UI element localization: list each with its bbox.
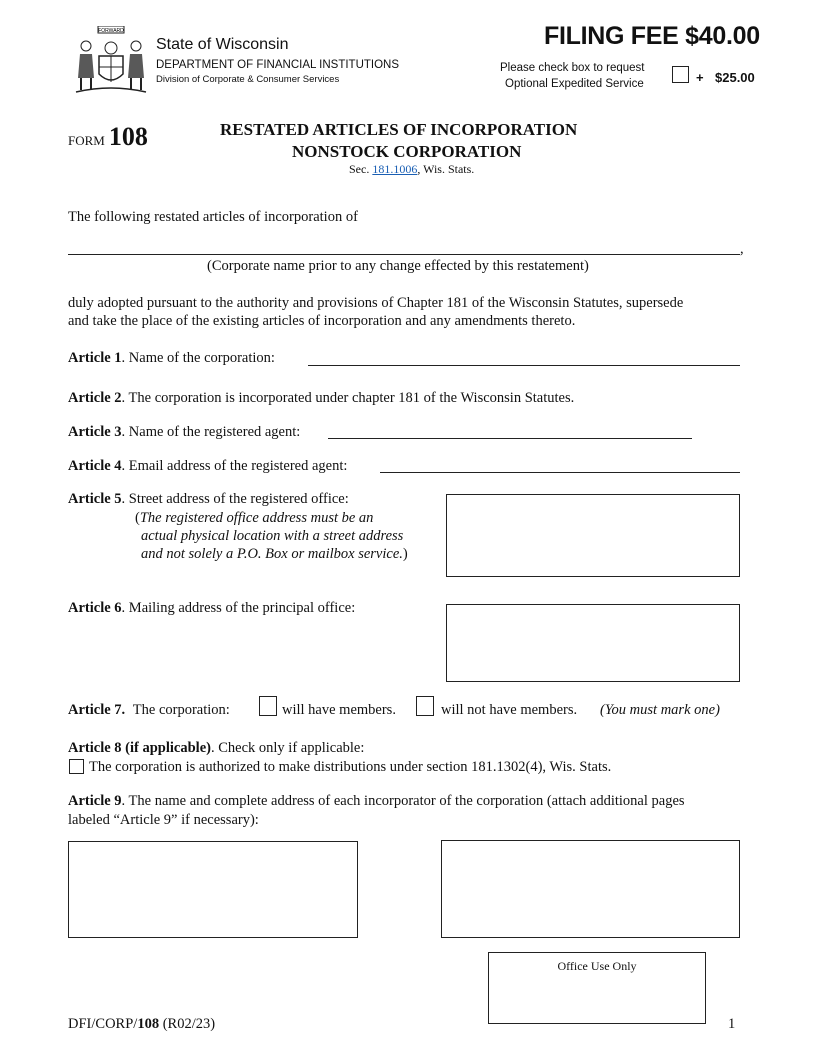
article-1-label: Article 1 [68,350,122,366]
expedite-line2: Optional Expedited Service [505,78,644,90]
article-2-label: Article 2 [68,390,122,406]
registered-agent-field[interactable] [328,438,692,439]
article-1 [68,349,275,367]
article-7-note: (You must mark one) [600,702,720,718]
will-have-members-checkbox[interactable] [259,696,277,716]
article-5-text: . Street address of the registered office: [121,491,349,507]
note-open-paren: ( [135,510,140,526]
expedite-plus: + [696,70,704,85]
sec-suffix: , Wis. Stats. [417,162,475,176]
form-id [68,1015,215,1033]
article-9 [68,792,685,810]
article-6-label: Article 6 [68,600,122,616]
trailing-comma: , [740,241,744,257]
intro-text: The following restated articles of incorporation of [68,209,358,225]
article-6-text: . Mailing address of the principal office: [121,600,356,616]
page-number: 1 [728,1016,736,1032]
office-use-label: Office Use Only [557,959,637,973]
will-not-have-members-checkbox[interactable] [416,696,434,716]
form-title-line1: RESTATED ARTICLES OF INCORPORATION [220,120,578,139]
form-number: 108 [108,122,148,151]
form-title-line2: NONSTOCK CORPORATION [292,142,522,161]
article-7-text: The corporation: [132,702,230,718]
article-8 [68,739,364,757]
principal-office-address-box[interactable] [446,604,740,682]
form-id-suffix: (R02/23) [159,1016,216,1032]
article-9-label: Article 9 [68,793,122,809]
article-9-text-line2: labeled “Article 9” if necessary): [68,812,259,828]
note-close-paren: ) [402,546,408,562]
form-id-prefix: DFI/CORP/ [68,1016,138,1032]
article-4 [68,457,347,475]
division-name: Division of Corporate & Consumer Services [156,74,340,85]
filing-fee: FILING FEE $40.00 [544,22,760,50]
article-3-label: Article 3 [68,424,122,440]
department-name: DEPARTMENT OF FINANCIAL INSTITUTIONS [156,59,400,71]
statute-link[interactable]: 181.1006 [372,162,418,176]
adopted-line2: and take the place of the existing articles of incorporation and any amendments thereto. [68,313,576,329]
will-not-have-members-label: will not have members. [441,702,578,718]
expedite-line1: Please check box to request [500,62,645,74]
article-9-text: . The name and complete address of each incorporator of the corporation (attach additional pages [121,793,685,809]
article-7-label: Article 7. [68,702,126,718]
article-8-text: . Check only if applicable: [210,740,365,756]
article-5-note-line2: actual physical location with a street address [141,528,404,544]
distributions-checkbox[interactable] [69,759,84,774]
article-6 [68,599,355,617]
article-5-note-line3: and not solely a P.O. Box or mailbox service.) [141,546,408,562]
note-line1: The registered office address must be an [139,510,374,526]
article-3-text: . Name of the registered agent: [121,424,301,440]
article-2-text: . The corporation is incorporated under chapter 181 of the Wisconsin Statutes. [121,390,575,406]
office-use-box [488,952,706,1024]
incorporator-box-2[interactable] [441,840,740,938]
sec-prefix: Sec. [349,162,370,176]
state-name: State of Wisconsin [156,36,289,53]
expedite-fee: $25.00 [715,70,755,85]
article-3 [68,423,300,441]
article-5-note [135,509,373,527]
statute-reference [349,162,474,177]
seal-motto: FORWARD [98,28,124,34]
adopted-line1: duly adopted pursuant to the authority and provisions of Chapter 181 of the Wisconsin Statutes, supersede [68,295,684,311]
article-1-text: . Name of the corporation: [121,350,275,366]
form-number-block [68,122,148,152]
article-2 [68,389,574,407]
article-8-label: Article 8 (if applicable) [68,740,211,756]
state-seal-icon [72,26,150,96]
article-7 [68,701,230,719]
agent-email-field[interactable] [380,472,740,473]
article-4-text: . Email address of the registered agent: [121,458,348,474]
corporation-name-field[interactable] [308,365,740,366]
article-4-label: Article 4 [68,458,122,474]
corp-name-field[interactable] [68,254,740,255]
corp-name-caption: (Corporate name prior to any change effected by this restatement) [207,258,589,274]
distributions-label: The corporation is authorized to make distributions under section 181.1302(4), Wis. Stats. [89,759,612,775]
form-id-number: 108 [137,1016,160,1032]
expedite-checkbox[interactable] [672,66,689,83]
article-5 [68,490,349,508]
registered-office-address-box[interactable] [446,494,740,577]
will-have-members-label: will have members. [282,702,396,718]
article-5-label: Article 5 [68,491,122,507]
incorporator-box-1[interactable] [68,841,358,938]
form-label: FORM [68,133,105,148]
